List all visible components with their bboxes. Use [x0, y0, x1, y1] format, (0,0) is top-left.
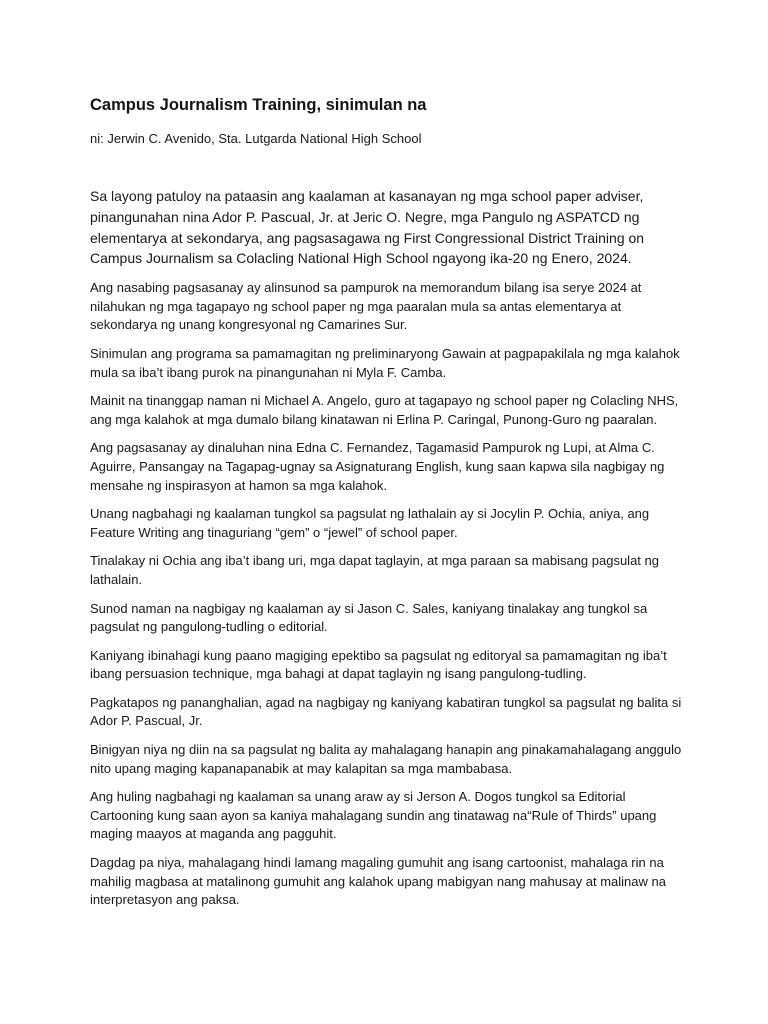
article-title: Campus Journalism Training, sinimulan na: [90, 96, 427, 114]
article-byline: ni: Jerwin C. Avenido, Sta. Lutgarda National High School: [90, 131, 422, 146]
article-paragraph: Unang nagbahagi ng kaalaman tungkol sa pagsulat ng lathalain ay si Jocylin P. Ochia, aniya, ang Feature Writing ang tinaguriang “gem” o “jewel” of school paper.: [90, 506, 650, 540]
article-paragraph: Mainit na tinanggap naman ni Michael A. Angelo, guro at tagapayo ng school paper ng Colacling NHS, ang mga kalahok at mga dumalo bilang kinatawan ni Erlina P. Caringal, Punong-Guro ng paaralan.: [90, 393, 679, 427]
document-page: [90, 94, 690, 920]
article-paragraph: Dagdag pa niya, mahalagang hindi lamang magaling gumuhit ang isang cartoonist, mahalaga rin na mahilig magbasa at matalinong gumuhit ang kalahok upang mabigyan nang mahusay at malinaw na interpretasyon ang paksa.: [90, 855, 666, 908]
article-paragraph: Ang huling nagbahagi ng kaalaman sa unang araw ay si Jerson A. Dogos tungkol sa Editorial Cartooning kung saan ayon sa kaniya mahalagang sundin ang tinatawag na“Rule of Thirds” upang maging maayos at maganda ang pagguhit.: [90, 789, 657, 842]
article-lead-paragraph: Sa layong patuloy na pataasin ang kaalaman at kasanayan ng mga school paper adviser, pinangunahan nina Ador P. Pascual, Jr. at Jeric O. Negre, mga Pangulo ng ASPATCD ng elementarya at sekondarya, ang pagsasagawa ng First Congressional District Training on Campus Journalism sa Colacling National High School ngayong ika-20 ng Enero, 2024.: [90, 188, 645, 267]
article-paragraph: Ang pagsasanay ay dinaluhan nina Edna C. Fernandez, Tagamasid Pampurok ng Lupi, at Alma C. Aguirre, Pansangay na Tagapag-ugnay sa Asignaturang English, kung saan kapwa sila nagbigay ng mensahe ng inspirasyon at hamon sa mga kalahok.: [90, 440, 665, 493]
article-paragraph: Kaniyang ibinahagi kung paano magiging epektibo sa pagsulat ng editoryal sa pamamagitan ng iba’t ibang persuasion technique, mga bahagi at dapat taglayin ng isang pangulong-tudling.: [90, 647, 667, 682]
article-paragraph: Ang nasabing pagsasanay ay alinsunod sa pampurok na memorandum bilang isa serye 2024 at nilahukan ng mga tagapayo ng school paper ng mga paaralan mula sa antas elementarya at sekondarya ng unang kongresyonal ng Camarines Sur.: [90, 280, 642, 333]
article-paragraph: Pagkatapos ng pananghalian, agad na nagbigay ng kaniyang kabatiran tungkol sa pagsulat ng balita si Ador P. Pascual, Jr.: [90, 694, 682, 729]
article-paragraph: Sinimulan ang programa sa pamamagitan ng preliminaryong Gawain at pagpapakilala ng mga kalahok mula sa iba’t ibang purok na pinangunahan ni Myla F. Camba.: [90, 345, 680, 380]
article-paragraph: Tinalakay ni Ochia ang iba’t ibang uri, mga dapat taglayin, at mga paraan sa mabisang pagsulat ng lathalain.: [90, 553, 659, 587]
article-paragraph: Binigyan niya ng diin na sa pagsulat ng balita ay mahalagang hanapin ang pinakamahalagang anggulo nito upang maging kapanapanabik at may kalapitan sa mga mambabasa.: [90, 742, 682, 776]
article-paragraph: Sunod naman na nagbigay ng kaalaman ay si Jason C. Sales, kaniyang tinalakay ang tungkol sa pagsulat ng pangulong-tudling o editorial.: [90, 600, 648, 635]
